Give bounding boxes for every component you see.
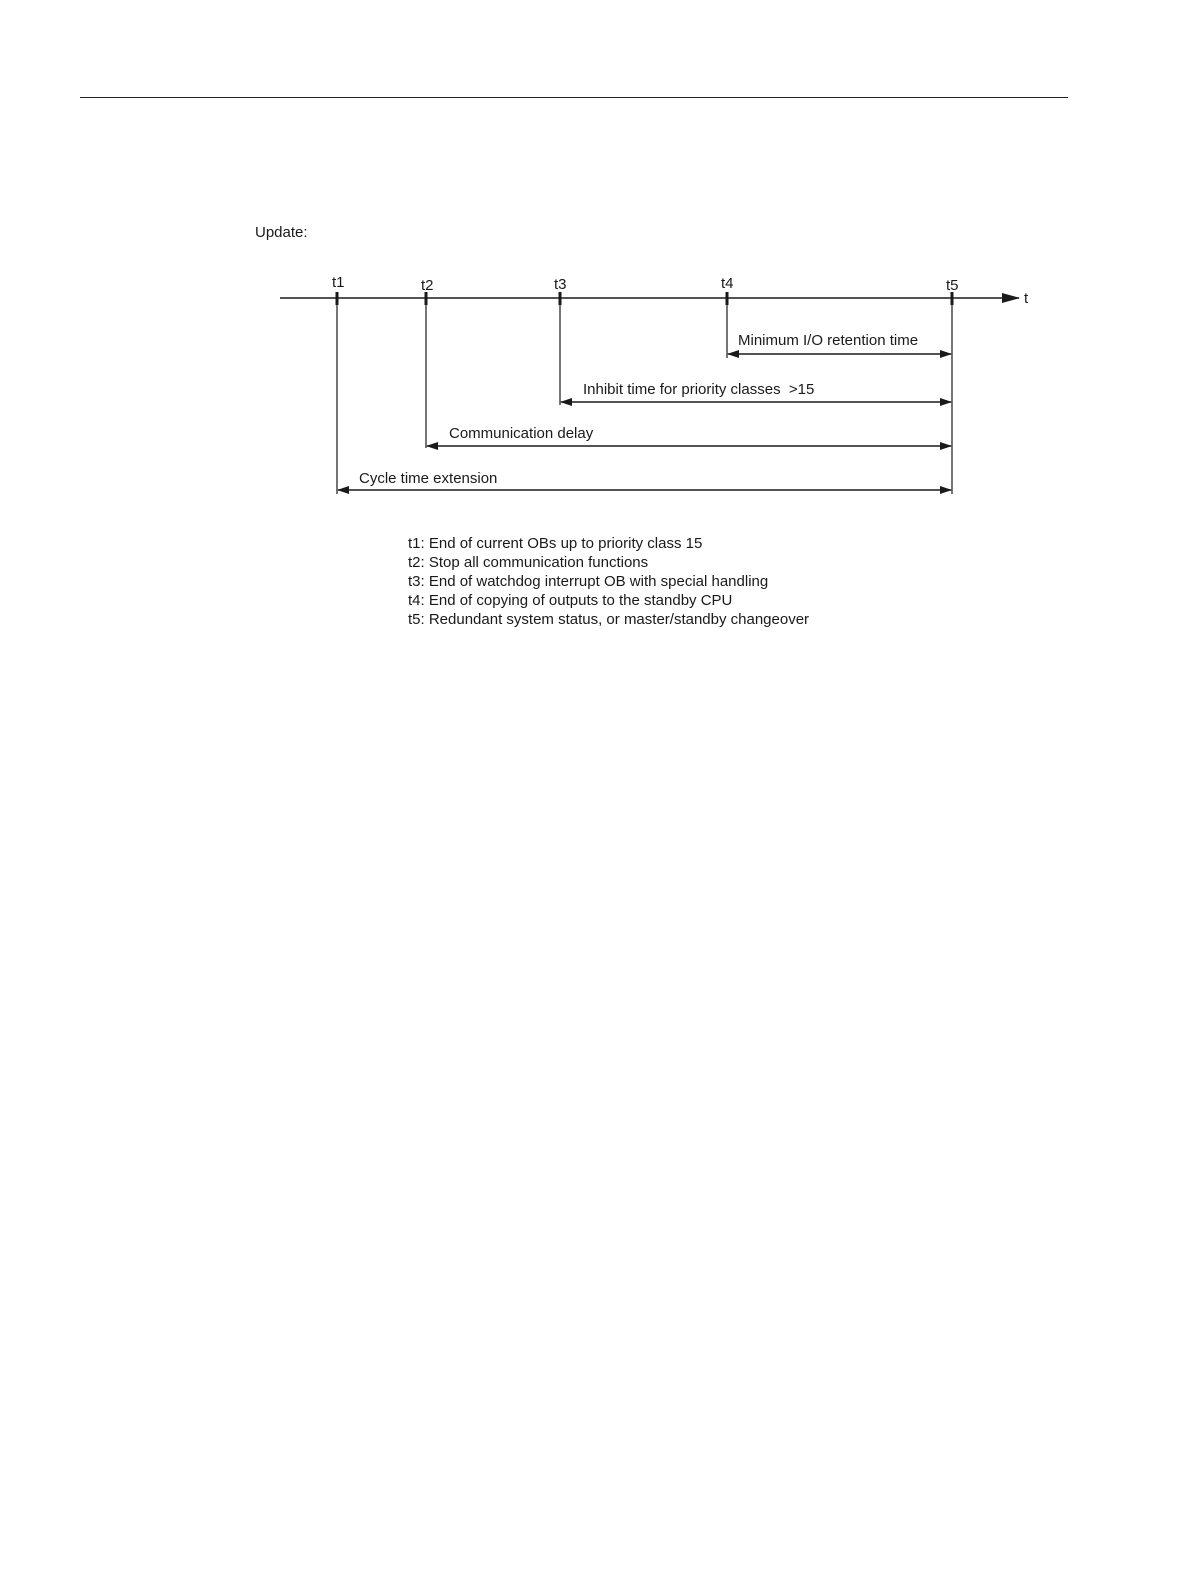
tick-label-t4: t4	[721, 275, 734, 292]
diagram-title: Update:	[255, 224, 308, 241]
update-timing-diagram	[0, 0, 1191, 700]
legend-item-t3: t3: End of watchdog interrupt OB with special handling	[408, 573, 769, 590]
interval-label-cycle-time-extension: Cycle time extension	[359, 470, 498, 487]
interval-label-min-io-retention: Minimum I/O retention time	[738, 332, 919, 349]
legend-item-t2: t2: Stop all communication functions	[408, 554, 649, 571]
tick-label-t1: t1	[332, 274, 345, 291]
tick-label-t2: t2	[421, 277, 434, 294]
time-axis-label: t	[1024, 290, 1029, 307]
legend-item-t4: t4: End of copying of outputs to the standby CPU	[408, 592, 733, 609]
interval-label-inhibit-time: Inhibit time for priority classes >15	[583, 381, 815, 398]
legend-item-t5: t5: Redundant system status, or master/standby changeover	[408, 611, 810, 628]
tick-label-t5: t5	[946, 277, 959, 294]
tick-label-t3: t3	[554, 276, 567, 293]
legend-item-t1: t1: End of current OBs up to priority class 15	[408, 535, 703, 552]
legend	[408, 535, 809, 628]
interval-label-communication-delay: Communication delay	[449, 425, 594, 442]
